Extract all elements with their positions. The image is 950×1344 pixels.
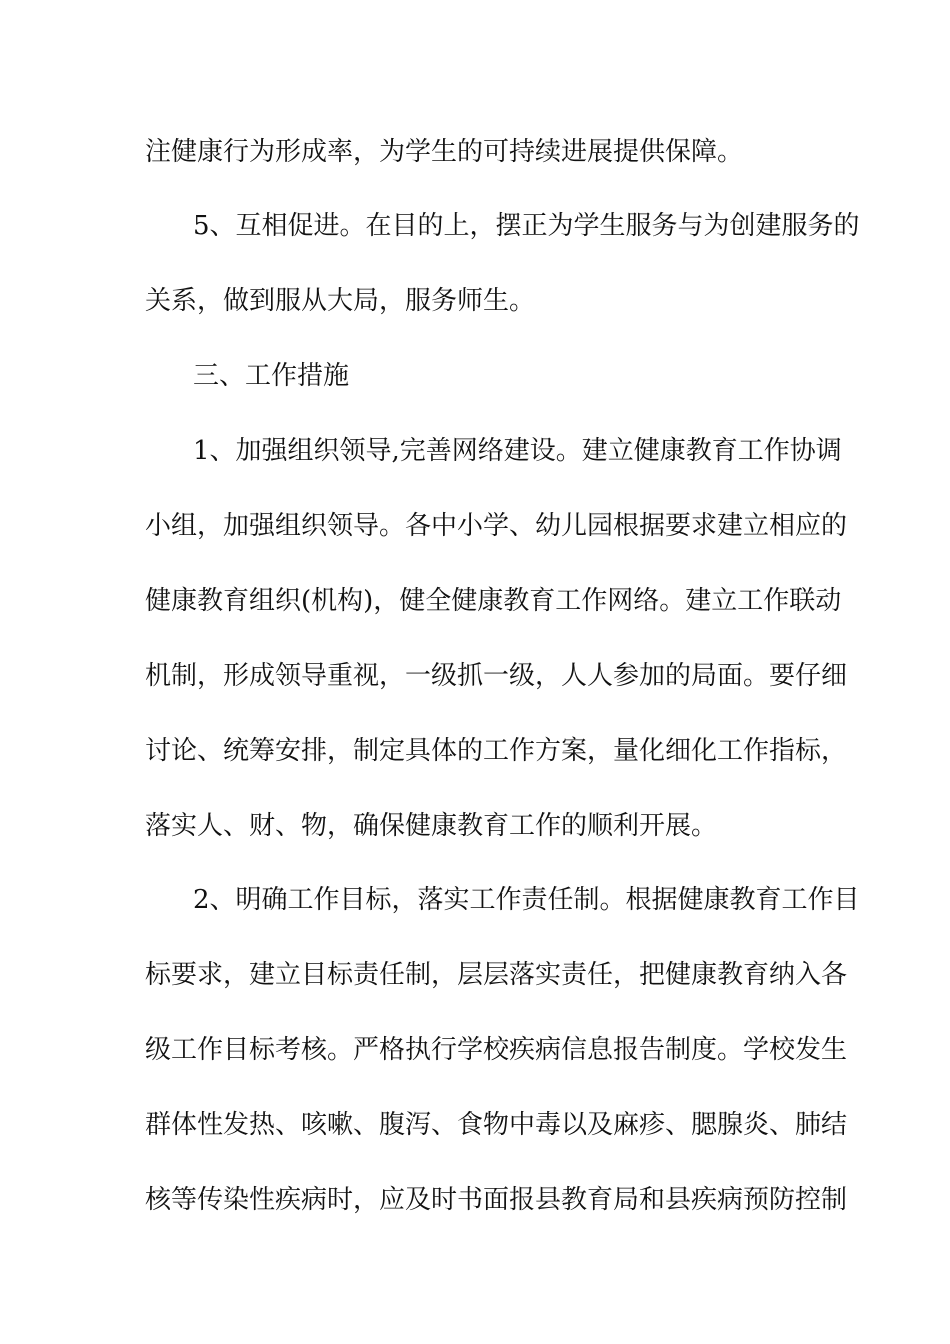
- text-line-15: 核等传染性疾病时，应及时书面报县教育局和县疾病预防控制: [145, 1185, 848, 1215]
- text-line-1: 注健康行为形成率，为学生的可持续进展提供保障。: [145, 137, 744, 167]
- text-line-5: 1、加强组织领导,完善网络建设。建立健康教育工作协调: [193, 436, 842, 466]
- text-line-2: 5、互相促进。在目的上，摆正为学生服务与为创建服务的: [193, 211, 860, 241]
- text-line-9: 讨论、统筹安排，制定具体的工作方案，量化细化工作指标，: [145, 736, 848, 766]
- text-line-11: 2、明确工作目标，落实工作责任制。根据健康教育工作目: [193, 885, 860, 915]
- text-line-10: 落实人、财、物，确保健康教育工作的顺利开展。: [145, 811, 718, 841]
- text-line-12: 标要求，建立目标责任制，层层落实责任，把健康教育纳入各: [145, 960, 848, 990]
- text-line-6: 小组，加强组织领导。各中小学、幼儿园根据要求建立相应的: [145, 511, 848, 541]
- text-line-7: 健康教育组织(机构)，健全健康教育工作网络。建立工作联动: [145, 586, 842, 616]
- text-line-14: 群体性发热、咳嗽、腹泻、食物中毒以及麻疹、腮腺炎、肺结: [145, 1110, 848, 1140]
- section-heading: 三、工作措施: [193, 361, 350, 391]
- text-line-13: 级工作目标考核。严格执行学校疾病信息报告制度。学校发生: [145, 1035, 848, 1065]
- text-line-3: 关系，做到服从大局，服务师生。: [145, 286, 536, 316]
- text-line-8: 机制，形成领导重视，一级抓一级，人人参加的局面。要仔细: [145, 661, 848, 691]
